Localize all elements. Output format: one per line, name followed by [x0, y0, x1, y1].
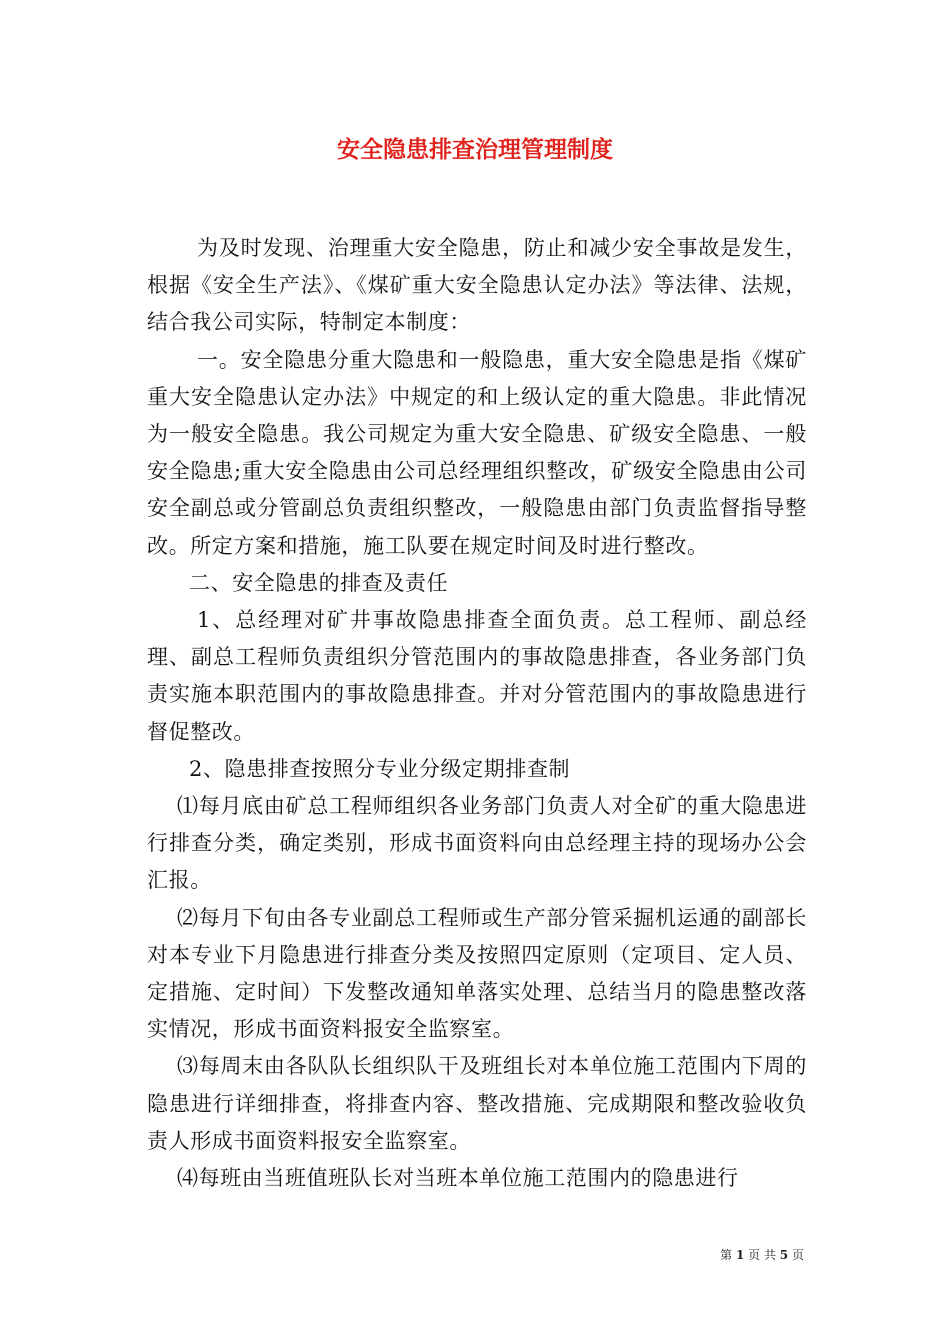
footer-middle: 页 共	[748, 1248, 776, 1262]
footer-current-page: 1	[735, 1248, 745, 1262]
paragraph-intro: 为及时发现、治理重大安全隐患，防止和减少安全事故是发生，根据《安全生产法》、《煤矿重大安全隐患认定办法》等法律、法规，结合我公司实际，特制定本制度：	[147, 236, 807, 335]
paragraph-item-1: 1、总经理对矿井事故隐患排查全面负责。总工程师、副总经理、副总工程师负责组织分管范围内的事故隐患排查，各业务部门负责实施本职范围内的事故隐患排查。并对分管范围内的事故隐患进行督促整改。	[147, 608, 807, 744]
document-body	[147, 230, 807, 1197]
paragraph-item-2: 2、隐患排查按照分专业分级定期排查制	[189, 756, 571, 781]
document-title: 安全隐患排查治理管理制度	[337, 136, 613, 163]
paragraph-section-1: 一。安全隐患分重大隐患和一般隐患，重大安全隐患是指《煤矿重大安全隐患认定办法》中规定的和上级认定的重大隐患。非此情况为一般安全隐患。我公司规定为重大安全隐患、矿级安全隐患、一般安全隐患;重大安全隐患由公司总经理组织整改，矿级安全隐患由公司安全副总或分管副总负责组织整改，一般隐患由部门负责监督指导整改。所定方案和措施，施工队要在规定时间及时进行整改。	[147, 347, 807, 558]
paragraph-subitem-1: ⑴每月底由矿总工程师组织各业务部门负责人对全矿的重大隐患进行排查分类，确定类别，形成书面资料向由总经理主持的现场办公会汇报。	[147, 794, 807, 893]
footer-suffix: 页	[791, 1248, 804, 1262]
paragraph-subitem-4: ⑷每班由当班值班队长对当班本单位施工范围内的隐患进行	[177, 1166, 739, 1191]
footer-total-pages: 5	[779, 1248, 789, 1262]
paragraph-subitem-3: ⑶每周末由各队队长组织队干及班组长对本单位施工范围内下周的隐患进行详细排查，将排查内容、整改措施、完成期限和整改验收负责人形成书面资料报安全监察室。	[147, 1054, 807, 1153]
paragraph-subitem-2: ⑵每月下旬由各专业副总工程师或生产部分管采掘机运通的副部长对本专业下月隐患进行排查分类及按照四定原则（定项目、定人员、定措施、定时间）下发整改通知单落实处理、总结当月的隐患整改落实情况，形成书面资料报安全监察室。	[147, 905, 807, 1042]
footer-prefix: 第	[720, 1248, 733, 1262]
page-number-footer	[720, 1247, 804, 1263]
paragraph-section-2-heading: 二、安全隐患的排查及责任	[189, 570, 449, 595]
